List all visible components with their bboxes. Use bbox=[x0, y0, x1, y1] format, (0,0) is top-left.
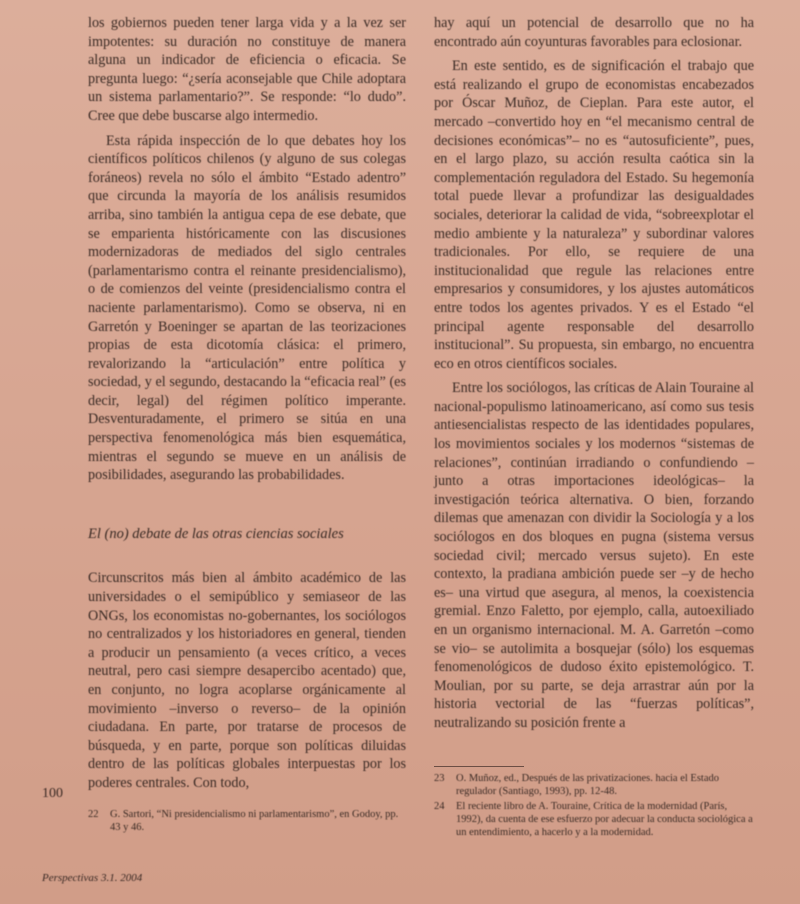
footnote bbox=[88, 808, 406, 834]
body-paragraph: Circunscritos más bien al ámbito académico de las universidades o el semipúblico y semiaseor de las ONGs, los economistas no-gobernantes, los sociólogos no centralizados y los historiadores en general, tienden a producir un pensamiento (a veces crítico, a veces neutral, pero casi siempre desapercibo acentado) que, en conjunto, no logra acoplarse orgánicamente al movimiento –inverso o reverso– de la opinión ciudadana. En parte, por tratarse de procesos de búsqueda, y en parte, porque son políticas diluidas dentro de las políticas globales interpuestas por los poderes centrales. Con todo, bbox=[88, 570, 406, 791]
journal-footer: Perspectivas 3.1. 2004 bbox=[42, 872, 143, 884]
footnote-number: 24 bbox=[434, 801, 445, 812]
body-paragraph: En este sentido, es de significación el trabajo que está realizando el grupo de economistas encabezados por Óscar Muñoz, de Cieplan. Para este autor, el mercado –convertido hoy en “el mecanismo central de decisiones económicas”– no es “autosuficiente”, pues, en el largo plazo, su acción resulta caótica sin la complementación reguladora del Estado. Su hegemonía total puede llevar a profundizar las desigualdades sociales, deteriorar la calidad de vida, “sobreexplotar el medio ambiente y la naturaleza” y subordinar valores tradicionales. Por ello, se requiere de una institucionalidad que regule las relaciones entre empresarios y consumidores, y los ajustes automáticos entre todos los agentes privados. Y es el Estado “el principal agente responsable del desarrollo institucional”. Su propuesta, sin embargo, no encuentra eco en otros científicos sociales. bbox=[434, 58, 754, 372]
body-paragraph: hay aquí un potencial de desarrollo que no ha encontrado aún coyunturas favorables para eclosionar. bbox=[434, 15, 754, 50]
footnote-number: 22 bbox=[88, 809, 99, 820]
footnote bbox=[434, 772, 754, 798]
footnote-text: G. Sartori, “Ni presidencialismo ni parlamentarismo”, en Godoy, pp. 43 y 46. bbox=[110, 809, 399, 833]
section-heading: El (no) debate de las otras ciencias sociales bbox=[88, 525, 344, 542]
body-paragraph: los gobiernos pueden tener larga vida y a la vez ser impotentes: su duración no constituye de manera alguna un indicador de eficiencia o eficacia. Se pregunta luego: “¿sería aconsejable que Chile adoptara un sistema parlamentario?”. Se responde: “lo dudo”. Cree que debe buscarse algo intermedio. bbox=[88, 15, 406, 124]
footnote-number: 23 bbox=[434, 773, 445, 784]
footnote-text: O. Muñoz, ed., Después de las privatizaciones. hacia el Estado regulador (Santiago, 1993), pp. 12-48. bbox=[456, 773, 719, 797]
footnote bbox=[434, 800, 754, 839]
footnote-text: El reciente libro de A. Touraine, Crítica de la modernidad (París, 1992), da cuenta de ese esfuerzo por adecuar la conducta sociológica a un entendimiento, a hacerlo y a la modernidad. bbox=[456, 801, 753, 838]
footnotes-right bbox=[434, 772, 754, 841]
left-column bbox=[88, 14, 406, 793]
right-column bbox=[434, 14, 754, 733]
body-paragraph: Entre los sociólogos, las críticas de Alain Touraine al nacional-populismo latinoamericano, así como sus tesis antiesencialistas respecto de las identidades populares, los movimientos sociales y los modernos “sistemas de relaciones”, continúan irradiando o confundiendo –junto a otras importaciones ideológicas– la investigación teórica alternativa. O bien, forzando dilemas que amenazan con dividir la Sociología y a los sociólogos en dos bloques en pugna (sistema versus sociedad civil; mercado versus sujeto). En este contexto, la pradiana ambición puede ser –y de hecho es– una virtud que asegura, al menos, la coexistencia gremial. Enzo Faletto, por ejemplo, calla, autoexiliado en un organismo internacional. M. A. Garretón –como se vio– se autolimita a bosquejar (sólo) los esquemas fenomenológicos de dudoso éxito epistemológico. T. Moulian, por su parte, se deja arrastrar aún por la historia vectorial de las “fuerzas políticas”, neutralizando su posición frente a bbox=[434, 380, 754, 731]
body-paragraph: Esta rápida inspección de lo que debates hoy los científicos políticos chilenos (y alguno de sus colegas foráneos) revela no sólo el ámbito “Estado adentro” que circunda la mayoría de los análisis resumidos arriba, sino también la antigua cepa de ese debate, que se emparienta históricamente con las discusiones modernizadoras de mediados del siglo centrales (parlamentarismo contra el reinante presidencialismo), o de comienzos del veinte (presidencialismo contra el naciente parlamentarismo). Como se observa, ni en Garretón y Boeninger se apartan de las teorizaciones propias de esta dicotomía clásica: el primero, revalorizando la “articulación” entre política y sociedad, y el segundo, destacando la “eficacia real” (es decir, legal) del régimen político imperante. Desventuradamente, el primero se sitúa en una perspectiva fenomenológica más bien esquemática, mientras el segundo se mueve en un análisis de posibilidades, asegurando las probabilidades. bbox=[88, 132, 406, 484]
page-number: 100 bbox=[42, 786, 63, 801]
footnotes-left bbox=[88, 808, 406, 836]
footnote-rule bbox=[434, 766, 524, 767]
